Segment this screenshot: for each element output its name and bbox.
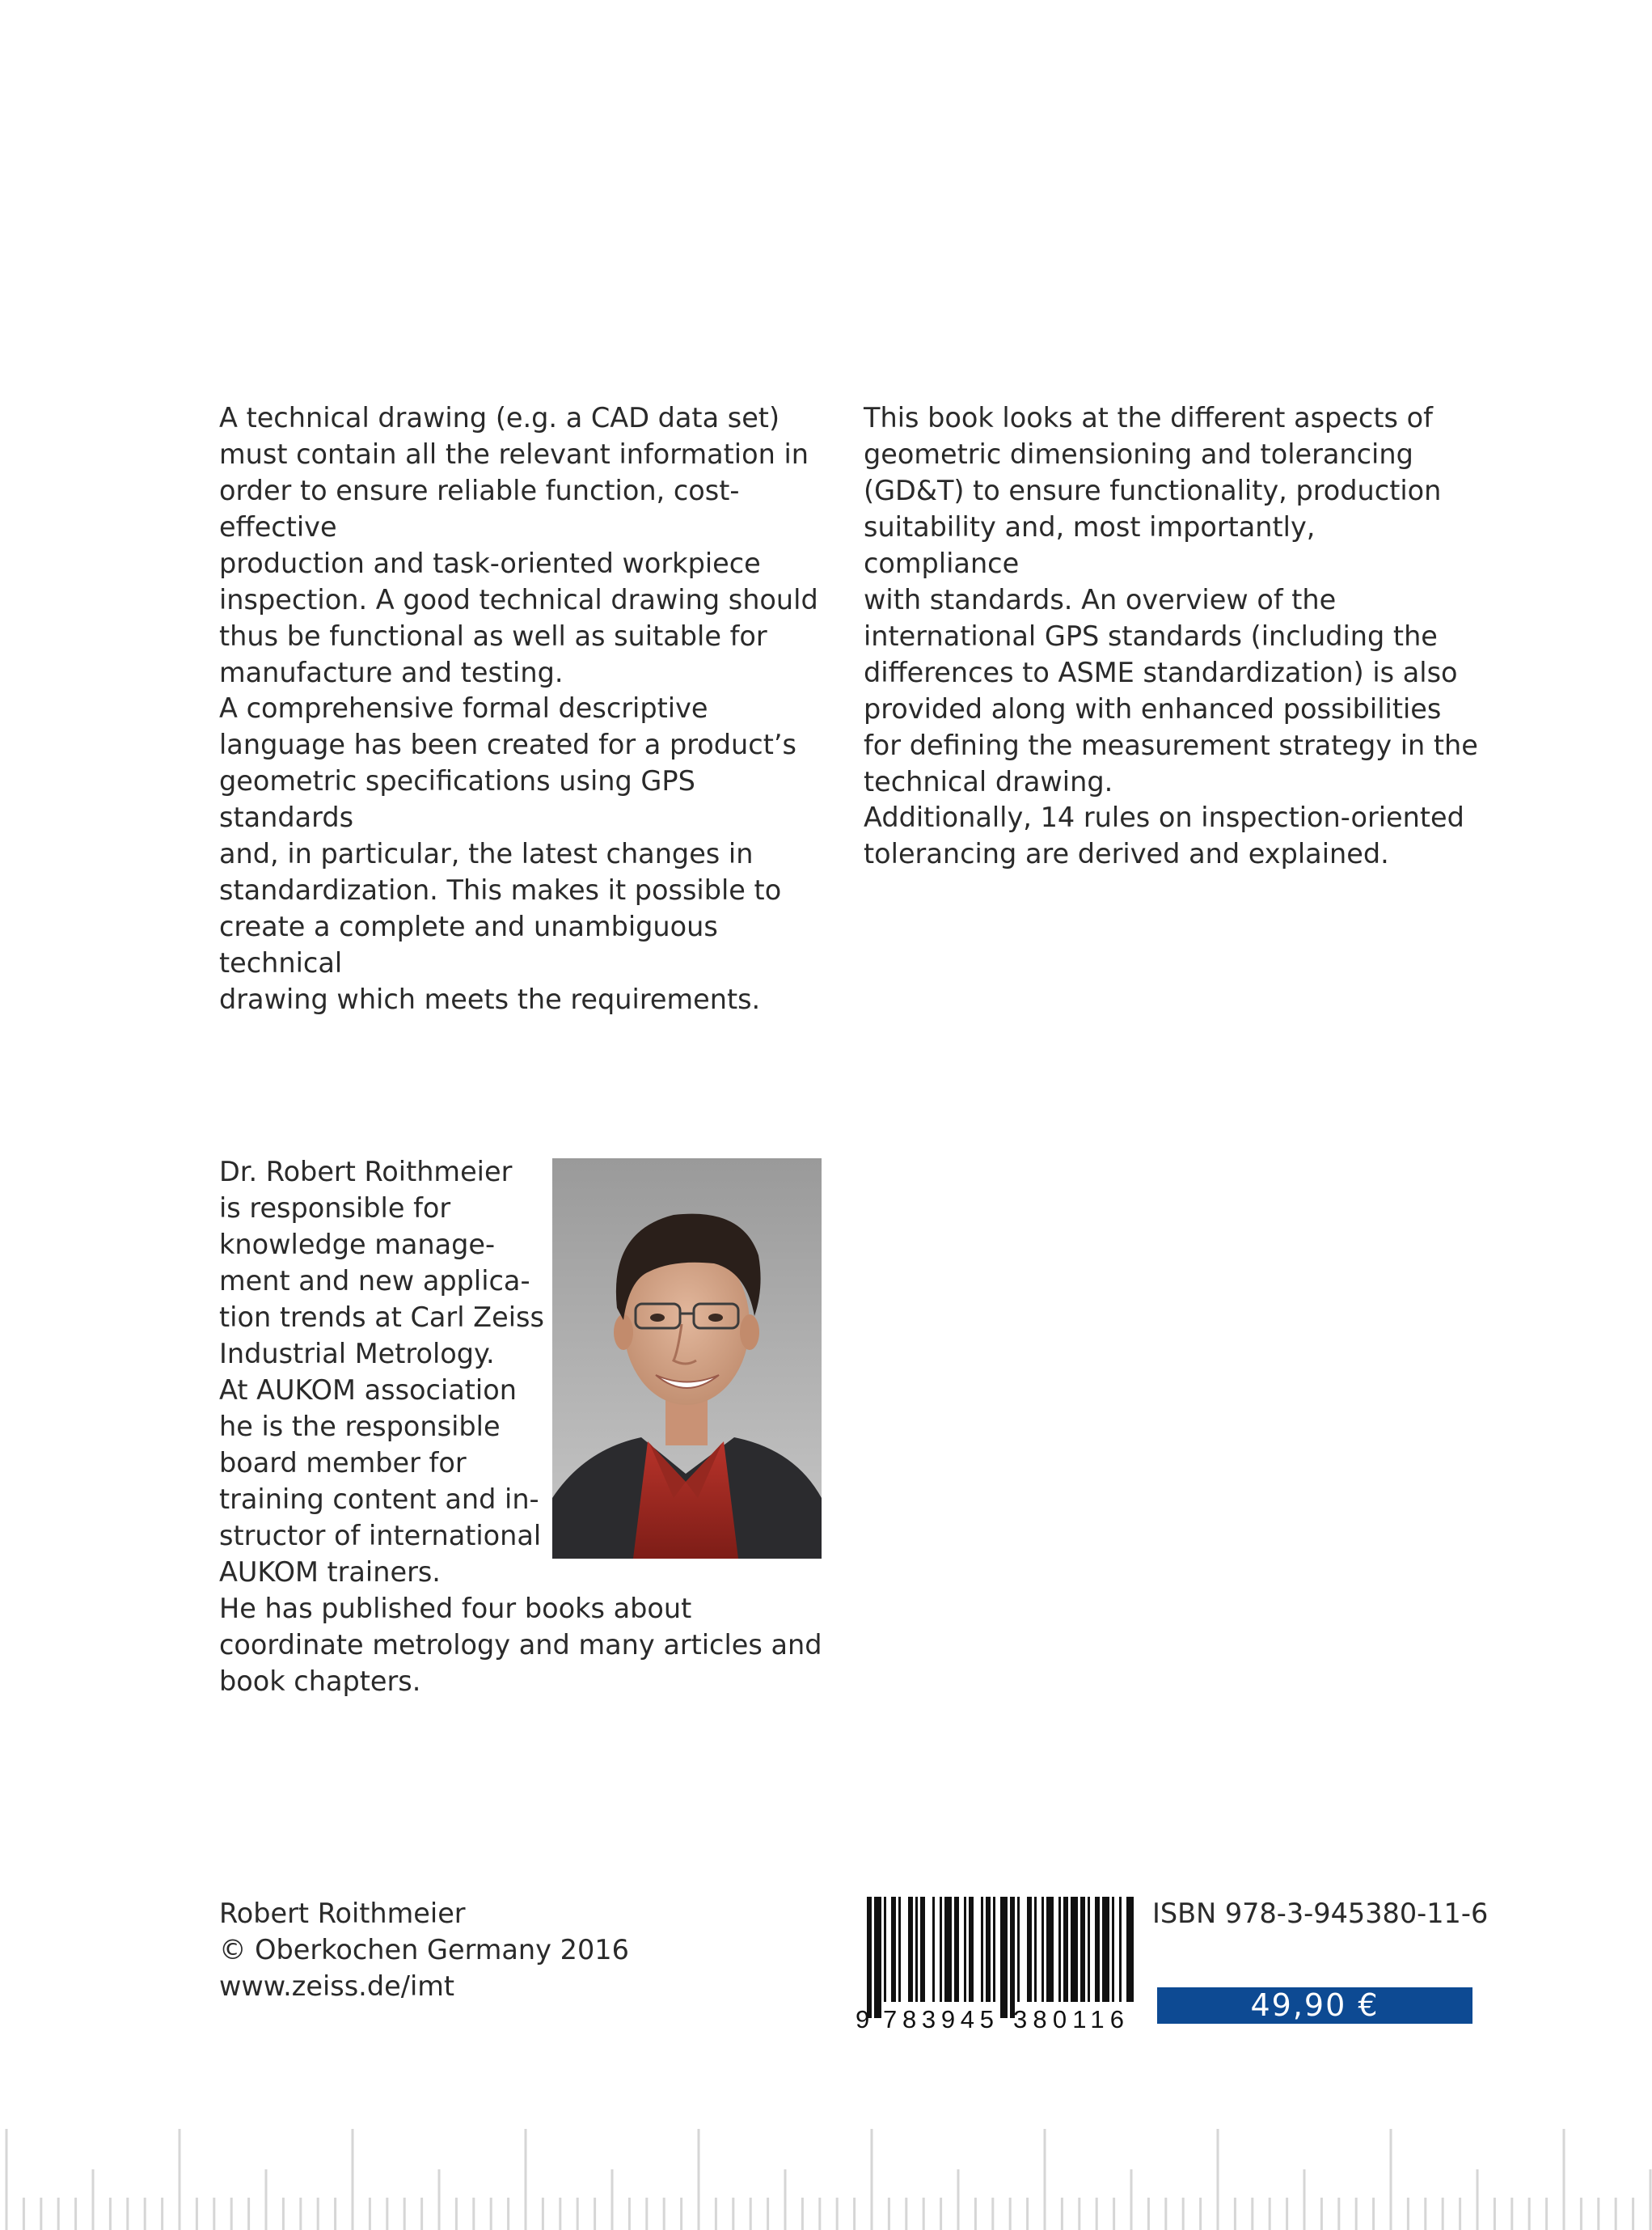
- barcode-bar: [1063, 1897, 1068, 2002]
- barcode-bar: [1102, 1897, 1109, 2002]
- barcode-bar: [964, 1897, 966, 2002]
- barcode-bar: [898, 1897, 901, 2002]
- imprint: Robert Roithmeier © Oberkochen Germany 2016 www.zeiss.de/imt: [219, 1898, 629, 2002]
- description-paragraph-2: A comprehensive formal descriptive language has been created for a product’s geometric specifications using GPS standards and, in particular, the latest changes in standardization. This makes it possible to create a complete and unambiguous technical drawing which meets the requirements.: [219, 692, 796, 1015]
- barcode-bar: [1034, 1897, 1037, 2002]
- barcode-bar: [1095, 1897, 1100, 2002]
- barcode-bar: [884, 1897, 886, 2002]
- barcode-bar: [932, 1897, 935, 2002]
- barcode-bar: [940, 1897, 942, 2002]
- isbn-number: ISBN 978-3-945380-11-6: [1152, 1898, 1489, 1929]
- barcode-bar: [1080, 1897, 1085, 2002]
- barcode-bar: [969, 1897, 974, 2002]
- description-paragraph-4: Additionally, 14 rules on inspection-oriented tolerancing are derived and explained.: [864, 802, 1464, 870]
- barcode-bar: [993, 1897, 995, 2002]
- barcode-digit-first: 9: [856, 2005, 870, 2033]
- barcode-bar: [1000, 1897, 1008, 2018]
- description-paragraph-1: A technical drawing (e.g. a CAD data set) must contain all the relevant information in order to ensure reliable function, cost-effective production and task-oriented workpiece inspection. A good technical drawing should thus be functional as well as suitable for manufacture and testing.: [219, 402, 818, 688]
- barcode-bar: [920, 1897, 925, 2002]
- barcode-bar: [1041, 1897, 1044, 2002]
- barcode-bar: [915, 1897, 918, 2002]
- barcode-bar: [1112, 1897, 1114, 2002]
- author-photo: [552, 1158, 822, 1559]
- ruler-decoration: [0, 2117, 1652, 2230]
- barcode-bar: [1071, 1897, 1078, 2002]
- description-paragraph-3: This book looks at the different aspects of geometric dimensioning and tolerancing (GD&T) to ensure functionality, production suitability and, most importantly, compliance with standards. An overview of the international GPS standards (including the differences to ASME standardization) is also provided along with enhanced possibilities for defining the measurement strategy in the technical drawing.: [864, 402, 1478, 798]
- barcode-bar: [1088, 1897, 1090, 2002]
- barcode-bar: [1046, 1897, 1054, 2002]
- price-label: 49,90 €: [1157, 1987, 1472, 2024]
- barcode-bar: [874, 1897, 881, 2018]
- isbn-barcode: [849, 1897, 1134, 2034]
- barcode-bar: [1126, 1897, 1134, 2002]
- barcode-bar: [867, 1897, 872, 2018]
- barcode-bar: [986, 1897, 991, 2002]
- barcode-bar: [891, 1897, 896, 2002]
- barcode-bar: [944, 1897, 952, 2002]
- barcode-bar: [908, 1897, 913, 2002]
- author-bio: Dr. Robert Roithmeier is responsible for knowledge manage- ment and new applica- tion trends at Carl Zeiss Industrial Metrology. At AUKOM association he is the responsible board member for training content and in- structor of international AUKOM trainers. He has published four books about coordinate metrology and many articles and book chapters.: [219, 1156, 822, 1697]
- barcode-bar: [954, 1897, 959, 2002]
- barcode-bar: [1010, 1897, 1015, 2018]
- barcode-digits-group-1: 783945: [883, 2005, 994, 2033]
- barcode-bar: [1027, 1897, 1032, 2002]
- barcode-digits-group-2: 380116: [1013, 2005, 1124, 2033]
- barcode-bar: [1058, 1897, 1061, 2002]
- barcode-bars: [867, 1897, 1134, 2018]
- barcode-bar: [981, 1897, 983, 2002]
- barcode-bar: [1017, 1897, 1020, 2002]
- barcode-bar: [1119, 1897, 1122, 2002]
